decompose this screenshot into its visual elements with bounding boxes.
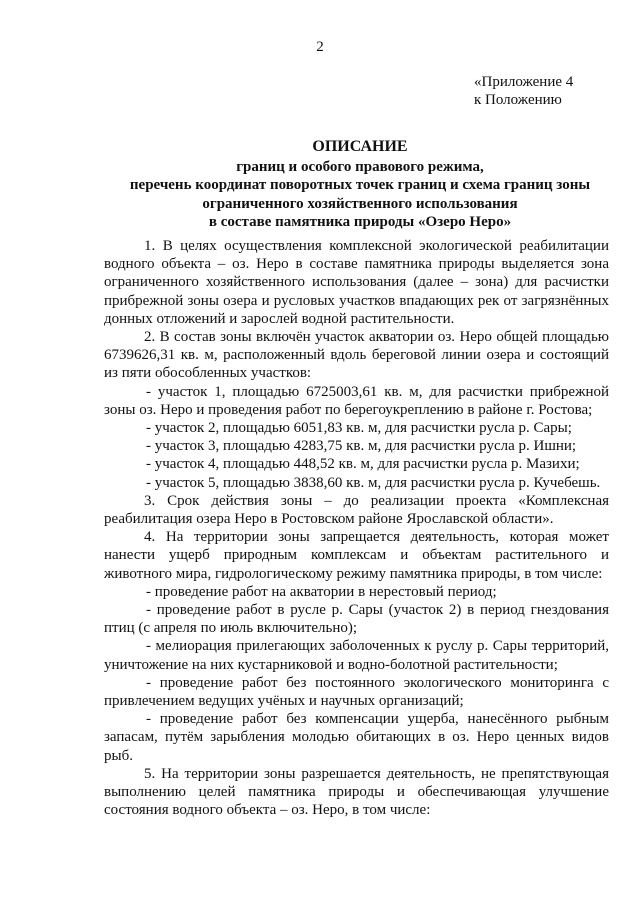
appendix-line-2: к Положению	[474, 92, 562, 108]
paragraph-1: 1. В целях осуществления комплексной экологической реабилитации водного объекта – оз. Неро в составе памятника природы выделяется зона ограниченного хозяйственного использования (далее – зона) для расчистки прибрежной зоны озера и русловых участков впадающих рек от загрязнённых донных отложений и зарослей водной растительности.	[104, 238, 609, 327]
document-title	[60, 138, 640, 232]
list-item-plot-5: - участок 5, площадью 3838,60 кв. м, для расчистки русла р. Кучебешь.	[146, 474, 601, 491]
list-item-plot-3: - участок 3, площадью 4283,75 кв. м, для расчистки русла р. Ишни;	[146, 438, 577, 455]
list-item-plot-2: - участок 2, площадью 6051,83 кв. м, для расчистки русла р. Сары;	[146, 420, 572, 437]
title-main: ОПИСАНИЕ	[312, 138, 408, 155]
list-item-plot-1: - участок 1, площадью 6725003,61 кв. м, для расчистки прибрежной зоны оз. Неро и проведения работ по берегоукреплению в районе г. Ростова;	[104, 383, 609, 418]
list-item-prohibited-4: - проведение работ без постоянного экологического мониторинга с привлечением ведущих учёных и научных организаций;	[104, 674, 609, 710]
list-item-prohibited-5: - проведение работ без компенсации ущерба, нанесённого рыбным запасам, путём зарыбления молодью обитающих в оз. Неро ценных видов рыб.	[104, 711, 609, 764]
appendix-reference	[474, 73, 573, 109]
title-line-2: перечень координат поворотных точек границ и схема границ зоны	[129, 177, 591, 194]
list-item-prohibited-3: - мелиорация прилегающих заболоченных к руслу р. Сары территорий, уничтожение на них кустарниковой и водно-болотной растительности;	[104, 638, 609, 673]
list-item-prohibited-1: - проведение работ на акватории в нерестовый период;	[146, 583, 497, 600]
paragraph-4: 4. На территории зоны запрещается деятельность, которая может нанести ущерб природным комплексам и объектам растительного и животного мира, гидрологическому режиму памятника природы, в том числе:	[104, 529, 609, 582]
document-body	[104, 237, 609, 820]
list-item-prohibited-2: - проведение работ в русле р. Сары (участок 2) в период гнездования птиц (с апреля по июль включительно);	[104, 602, 609, 637]
paragraph-2: 2. В состав зоны включён участок акватории оз. Неро общей площадью 6739626,31 кв. м, расположенный вдоль береговой линии озера и состоящий из пяти обособленных участков:	[104, 329, 609, 382]
list-item-plot-4: - участок 4, площадью 448,52 кв. м, для расчистки русла р. Мазихи;	[146, 456, 580, 473]
paragraph-3: 3. Срок действия зоны – до реализации проекта «Комплексная реабилитация озера Неро в Ростовском районе Ярославской области».	[104, 492, 609, 528]
appendix-line-1: «Приложение 4	[474, 74, 574, 90]
title-line-3: ограниченного хозяйственного использования	[202, 195, 518, 212]
page-number: 2	[316, 39, 324, 55]
paragraph-5: 5. На территории зоны разрешается деятельность, не препятствующая выполнению целей памятника природы и обеспечивающая улучшение состояния водного объекта – оз. Неро, в том числе:	[104, 765, 609, 819]
title-line-4: в составе памятника природы «Озеро Неро»	[208, 214, 512, 231]
title-line-1: границ и особого правового режима,	[236, 158, 484, 175]
